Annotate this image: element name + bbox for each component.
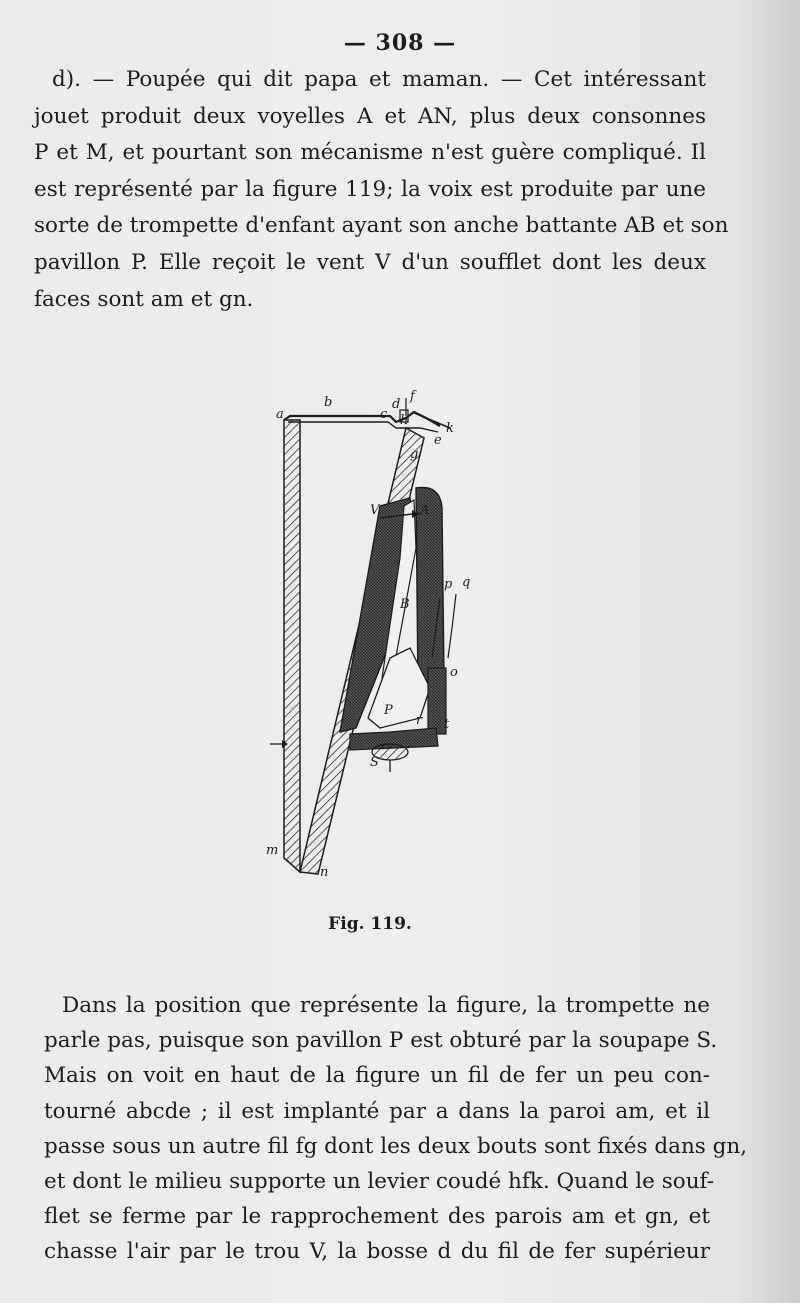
label-s: S <box>370 755 379 770</box>
text-line: Mais on voit en haut de la figure un fil de fer un peu con- <box>44 1063 710 1089</box>
text-line: jouet produit deux voyelles A et AN, plus deux consonnes <box>34 103 706 129</box>
label-a-upper: A <box>420 503 430 518</box>
text-line: et dont le milieu supporte un levier coudé hfk. Quand le souf- <box>44 1168 714 1194</box>
label-k: k <box>446 421 454 436</box>
bellows-mechanism-diagram <box>240 388 500 908</box>
label-h: h <box>400 413 409 428</box>
label-n: n <box>320 865 329 880</box>
label-g: g <box>410 447 419 462</box>
label-t: t <box>444 717 450 732</box>
label-a: a <box>276 407 284 422</box>
label-b: b <box>324 395 333 410</box>
text-line: faces sont am et gn. <box>34 286 254 312</box>
text-line: flet se ferme par le rapprochement des parois am et gn, et <box>44 1204 710 1230</box>
page-number: — 308 — <box>343 30 457 56</box>
label-c: c <box>380 407 388 422</box>
label-o: o <box>450 665 458 680</box>
text-line: parle pas, puisque son pavillon P est obturé par la soupape S. <box>44 1028 718 1054</box>
label-p-upper: P <box>384 703 393 718</box>
label-q: q <box>462 575 471 590</box>
paragraph-2 <box>44 988 748 1270</box>
label-m: m <box>266 843 279 858</box>
label-f: f <box>410 389 415 404</box>
text-line: Dans la position que représente la figure, la trompette ne <box>62 993 710 1018</box>
text-line: est représenté par la figure 119; la voix est produite par une <box>34 176 706 202</box>
text-line: pavillon P. Elle reçoit le vent V d'un soufflet dont les deux <box>34 249 706 275</box>
text-line: tourné abcde ; il est implanté par a dans la paroi am, et il <box>44 1098 710 1124</box>
figure-caption: Fig. 119. <box>328 914 412 934</box>
text-line: passe sous un autre fil fg dont les deux bouts sont fixés dans gn, <box>44 1133 748 1159</box>
label-d: d <box>392 397 401 412</box>
label-p: p <box>444 577 453 592</box>
label-b-upper: B <box>400 597 410 612</box>
wall-am <box>284 420 300 872</box>
text-line: sorte de trompette d'enfant ayant son anche battante AB et son <box>34 213 729 239</box>
text-line: P et M, et pourtant son mécanisme n'est guère compliqué. Il <box>34 140 706 166</box>
paragraph-1 <box>34 62 729 318</box>
text-line: chasse l'air par le trou V, la bosse d du fil de fer supérieur <box>44 1239 710 1265</box>
label-v: V <box>370 503 380 518</box>
label-r: r <box>416 713 423 728</box>
text-line: d). — Poupée qui dit papa et maman. — Cet intéressant <box>52 67 706 92</box>
label-e: e <box>434 433 442 448</box>
figure-119-diagram <box>240 388 500 908</box>
